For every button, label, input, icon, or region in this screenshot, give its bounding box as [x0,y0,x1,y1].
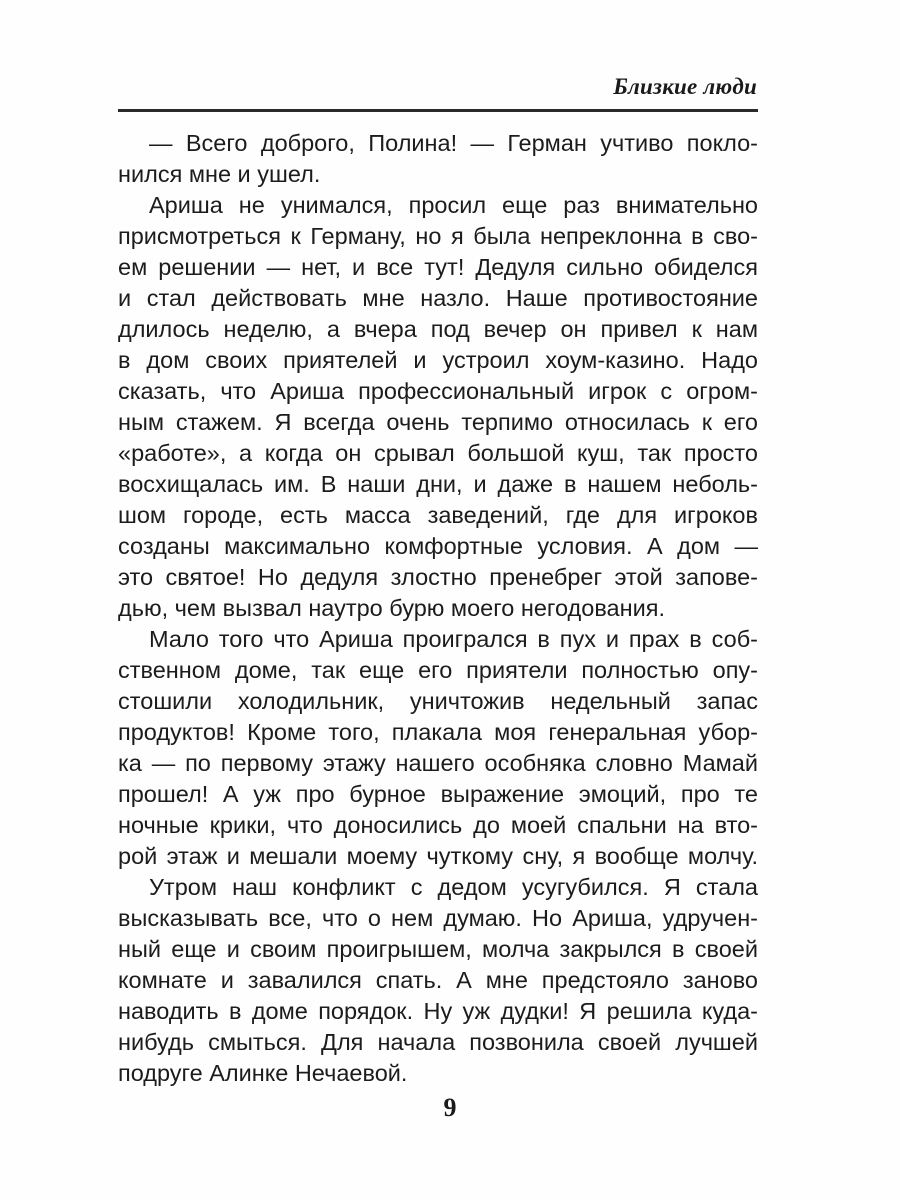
paragraph [118,624,758,872]
text-line: ственном доме, так еще его приятели полностью опу- [118,657,758,683]
running-head: Близкие люди [613,74,757,99]
header-rule [118,109,758,112]
text-line: шом городе, есть масса заведений, где для игроков [118,502,758,528]
text-line: продуктов! Кроме того, плакала моя генеральная убор- [118,719,758,745]
text-line: созданы максимально комфортные условия. А дом — [118,533,758,559]
text-line: сказать, что Ариша профессиональный игрок с огром- [118,378,758,404]
paragraph [118,872,758,1089]
text-line: нился мне и ушел. [118,161,321,187]
body-text [118,128,758,1089]
text-line: Мало того что Ариша проигрался в пух и прах в соб- [149,626,758,652]
text-line: ка — по первому этажу нашего особняка словно Мамай [118,750,758,776]
text-line: стошили холодильник, уничтожив недельный запас [118,688,758,714]
text-line: комнате и завалился спать. А мне предстояло заново [118,967,758,993]
text-line: дью, чем вызвал наутро бурю моего негодования. [118,595,665,621]
text-line: это святое! Но дедуля злостно пренебрег этой запове- [118,564,758,590]
text-line: Утром наш конфликт с дедом усугубился. Я стала [149,874,758,900]
text-line: Ариша не унимался, просил еще раз внимательно [149,192,758,218]
paragraph [118,128,758,190]
text-line: — Всего доброго, Полина! — Герман учтиво покло- [149,130,758,156]
text-line: длилось неделю, а вчера под вечер он привел к нам [118,316,758,342]
text-line: ем решении — нет, и все тут! Дедуля сильно обиделся [118,254,758,280]
text-line: ным стажем. Я всегда очень терпимо относилась к его [118,409,758,435]
text-line: присмотреться к Герману, но я была непреклонна в сво- [118,223,758,249]
paragraph [118,190,758,624]
text-line: нибудь смыться. Для начала позвонила своей лучшей [118,1029,758,1055]
page-number: 9 [443,1093,457,1122]
text-line: ночные крики, что доносились до моей спальни на вто- [118,812,758,838]
text-line: и стал действовать мне назло. Наше противостояние [118,285,758,311]
text-line: в дом своих приятелей и устроил хоум-казино. Надо [118,347,758,373]
text-line: высказывать все, что о нем думаю. Но Ариша, удручен- [118,905,758,931]
text-line: «работе», а когда он срывал большой куш, так просто [118,440,758,466]
text-line: прошел! А уж про бурное выражение эмоций, про те [118,781,758,807]
text-line: ный еще и своим проигрышем, молча закрылся в своей [118,936,758,962]
text-line: рой этаж и мешали моему чуткому сну, я вообще молчу. [118,843,758,869]
text-line: подруге Алинке Нечаевой. [118,1060,408,1086]
text-line: наводить в доме порядок. Ну уж дудки! Я решила куда- [118,998,758,1024]
text-line: восхищалась им. В наши дни, и даже в нашем неболь- [118,471,758,497]
